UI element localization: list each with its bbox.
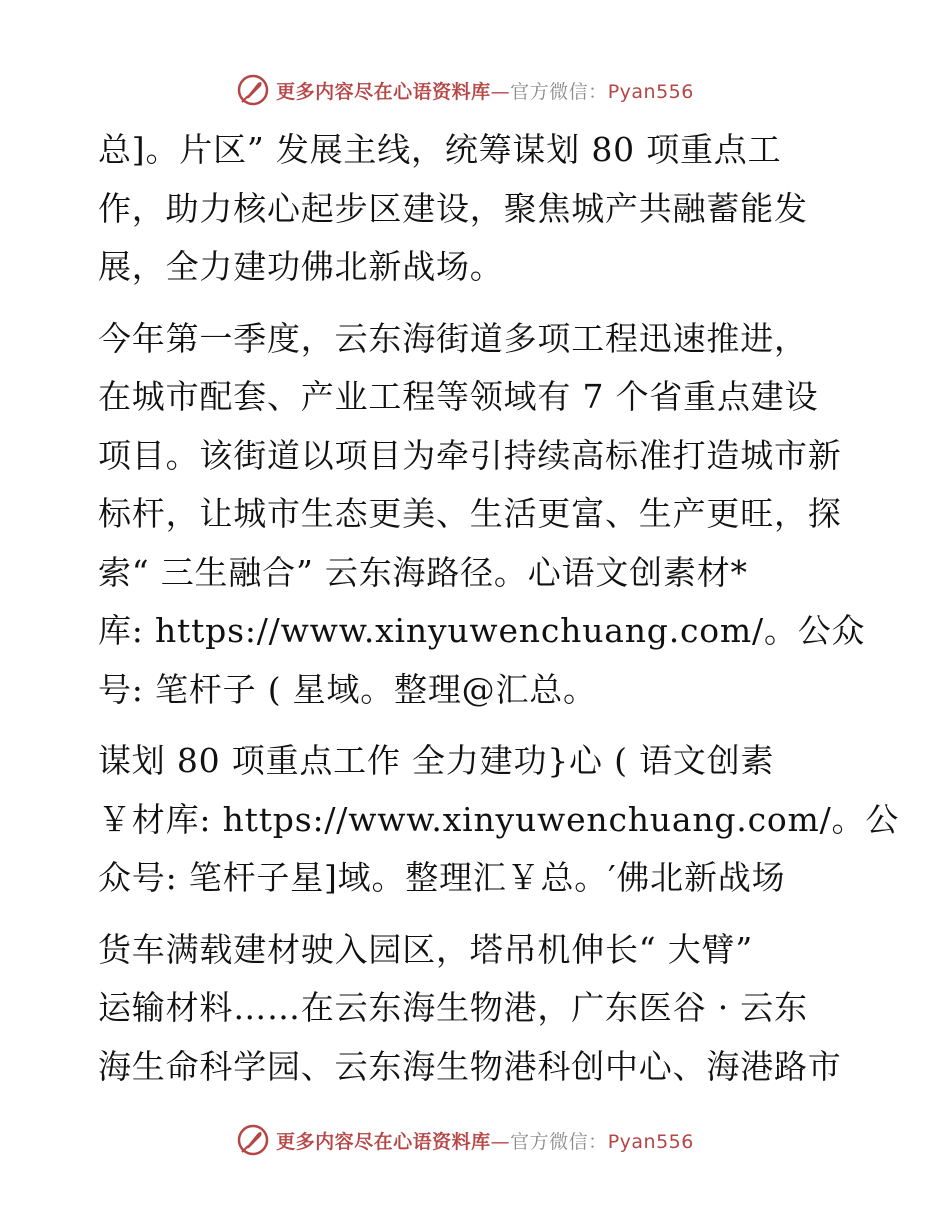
paragraph <box>98 310 866 720</box>
footer-banner-text <box>276 1127 694 1154</box>
header-banner-wechat-label: 官方微信： <box>510 80 608 103</box>
document-body <box>98 121 900 1109</box>
footer-banner-wechat-label: 官方微信： <box>510 1130 608 1153</box>
text-line: 运输材料……在云东海生物港，广东医谷 · 云东 <box>98 988 808 1027</box>
feather-pen-logo-icon <box>236 73 270 107</box>
paragraph <box>98 121 858 297</box>
text-line: 作，助力核心起步区建设，聚焦城产共融蓄能发 <box>98 188 808 228</box>
header-banner-text <box>276 77 694 104</box>
footer-banner-wechat-id: Pyan556 <box>607 1130 694 1153</box>
text-line: 货车满载建材驶入园区，塔吊机伸长“ 大臂” <box>98 929 754 969</box>
header-banner-sep: — <box>490 80 511 103</box>
header-banner-main: 更多内容尽在心语资料库 <box>276 80 491 103</box>
text-line: 库: https://www.xinyuwenchuang.com/。公众 <box>98 611 866 650</box>
text-line: 展，全力建功佛北新战场。 <box>98 247 504 286</box>
paragraph <box>98 921 858 1097</box>
text-line: 谋划 80 项重点工作 全力建功}心 ( 语文创素 <box>98 741 775 780</box>
text-line: 标杆，让城市生态更美、生活更富、生产更旺，探 <box>98 494 842 533</box>
footer-banner-main: 更多内容尽在心语资料库 <box>276 1130 491 1153</box>
paragraph <box>98 732 900 908</box>
text-line: 总]。片区” 发展主线，统筹谋划 80 项重点工 <box>98 130 782 169</box>
footer-banner-sep: — <box>490 1130 511 1153</box>
text-line: 海生命科学园、云东海生物港科创中心、海港路市 <box>98 1046 842 1086</box>
text-line: 索“ 三生融合” 云东海路径。心语文创素材* <box>98 552 748 592</box>
footer-banner <box>0 1120 950 1160</box>
text-line: 在城市配套、产业工程等领域有 7 个省重点建设 <box>98 377 819 416</box>
feather-pen-logo-icon <box>236 1123 270 1157</box>
text-line: 项目。该街道以项目为牵引持续高标准打造城市新 <box>98 435 842 475</box>
header-banner-wechat-id: Pyan556 <box>607 80 694 103</box>
text-line: 众号: 笔杆子星]域。整理汇￥总。′佛北新战场 <box>98 858 786 897</box>
text-line: 号: 笔杆子 ( 星域。整理@汇总。 <box>98 669 597 709</box>
text-line: ￥材库: https://www.xinyuwenchuang.com/。公 <box>98 799 900 839</box>
header-banner <box>0 70 950 110</box>
text-line: 今年第一季度，云东海街道多项工程迅速推进， <box>98 318 808 358</box>
